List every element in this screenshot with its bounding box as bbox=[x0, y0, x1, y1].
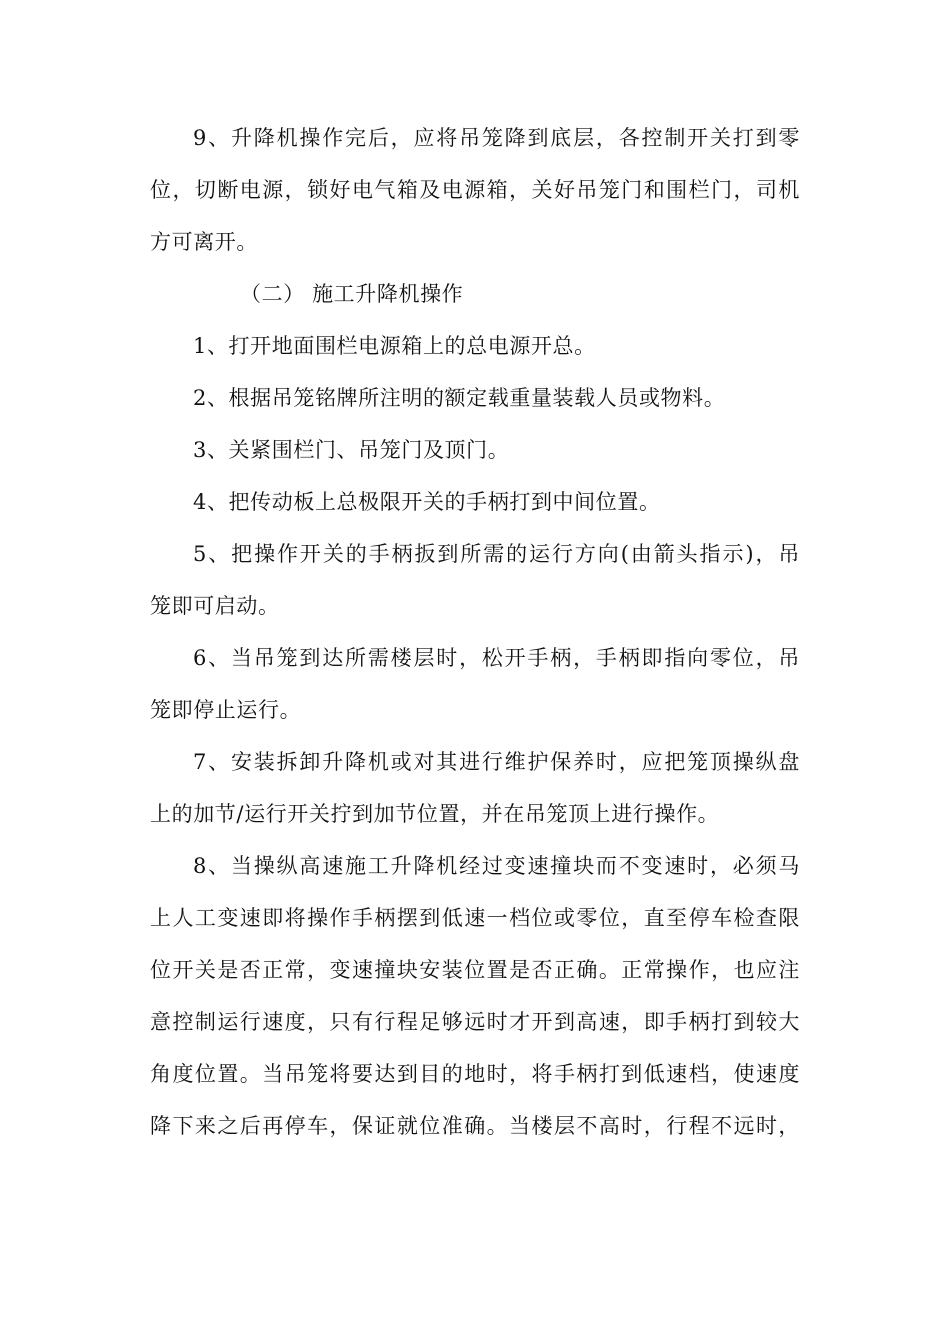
section-heading: （二） 施工升降机操作 bbox=[240, 282, 464, 306]
text-line-20: 降下来之后再停车，保证就位准确。当楼层不高时，行程不远时， bbox=[150, 1114, 800, 1138]
text-line-17: 位开关是否正常，变速撞块安装位置是否正确。正常操作，也应注 bbox=[150, 958, 800, 982]
text-line-10: 笼即可启动。 bbox=[150, 594, 280, 618]
text-line-5: 1、打开地面围栏电源箱上的总电源开总。 bbox=[193, 334, 596, 358]
text-line-1: 9、升降机操作完后，应将吊笼降到底层，各控制开关打到零 bbox=[193, 126, 800, 150]
text-line-3: 方可离开。 bbox=[150, 230, 258, 254]
text-line-19: 角度位置。当吊笼将要达到目的地时，将手柄打到低速档，使速度 bbox=[150, 1062, 800, 1086]
text-line-18: 意控制运行速度，只有行程足够远时才开到高速，即手柄打到较大 bbox=[150, 1010, 800, 1034]
text-line-7: 3、关紧围栏门、吊笼门及顶门。 bbox=[193, 438, 510, 462]
text-line-11: 6、当吊笼到达所需楼层时，松开手柄，手柄即指向零位，吊 bbox=[193, 646, 800, 670]
text-line-8: 4、把传动板上总极限开关的手柄打到中间位置。 bbox=[193, 490, 661, 514]
text-line-9: 5、把操作开关的手柄扳到所需的运行方向(由箭头指示)，吊 bbox=[193, 542, 800, 566]
text-line-6: 2、根据吊笼铭牌所注明的额定载重量装载人员或物料。 bbox=[193, 386, 726, 410]
text-line-14: 上的加节/运行开关拧到加节位置，并在吊笼顶上进行操作。 bbox=[150, 802, 720, 826]
text-line-2: 位，切断电源，锁好电气箱及电源箱，关好吊笼门和围栏门，司机 bbox=[150, 178, 800, 202]
text-line-16: 上人工变速即将操作手柄摆到低速一档位或零位，直至停车检查限 bbox=[150, 906, 800, 930]
document-page bbox=[150, 112, 800, 1152]
text-line-12: 笼即停止运行。 bbox=[150, 698, 302, 722]
text-line-13: 7、安装拆卸升降机或对其进行维护保养时，应把笼顶操纵盘 bbox=[193, 750, 800, 774]
text-line-15: 8、当操纵高速施工升降机经过变速撞块而不变速时，必须马 bbox=[193, 854, 800, 878]
